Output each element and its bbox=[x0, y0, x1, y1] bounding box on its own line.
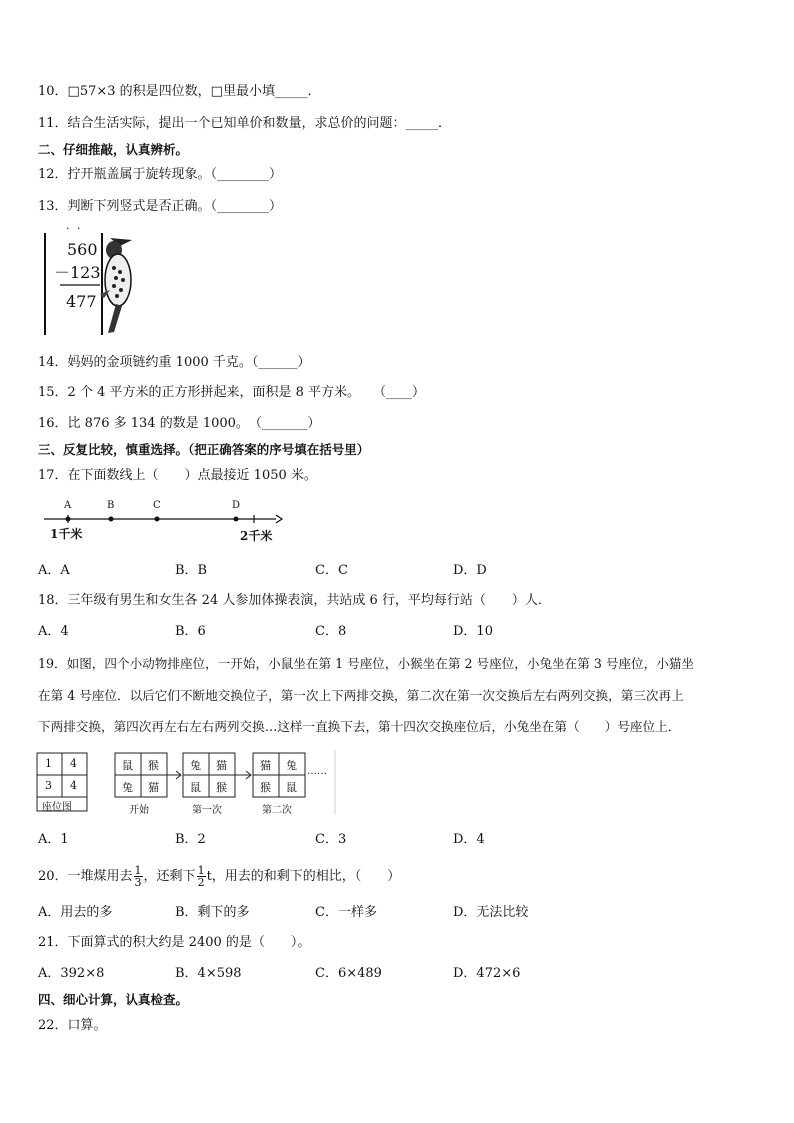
question-16: 16．比 876 多 134 的数是 1000。 （_______） bbox=[38, 416, 321, 431]
seat-first-2: 猫 bbox=[216, 759, 227, 772]
seat-start-caption: 开始 bbox=[129, 805, 149, 816]
q17-option-d: D．D bbox=[453, 563, 487, 578]
fraction-2-numerator: 1 bbox=[197, 864, 205, 877]
q21-option-c: C．6×489 bbox=[315, 966, 382, 981]
seat-start-3: 兔 bbox=[122, 781, 133, 794]
q20-option-a: A．用去的多 bbox=[38, 905, 113, 920]
number-line bbox=[40, 500, 290, 548]
question-11: 11．结合生活实际，提出一个已知单价和数量，求总价的问题：_____． bbox=[38, 116, 452, 131]
subtrahend: －123 bbox=[54, 263, 101, 282]
q20-option-c: C．一样多 bbox=[315, 905, 377, 920]
point-c-label: C bbox=[153, 500, 161, 511]
fraction-one-third bbox=[134, 865, 143, 888]
point-a-label: A bbox=[64, 500, 72, 511]
fraction-1-numerator: 1 bbox=[134, 864, 142, 877]
q18-option-d: D．10 bbox=[453, 624, 493, 639]
seat-map-caption: 座位图 bbox=[42, 802, 72, 813]
question-19-line-3: 下两排交换，第四次再左右左右两列交换…这样一直换下去，第十四次交换座位后，小兔坐在第（ ）号座位上． bbox=[38, 719, 681, 734]
q17-option-c: C．C bbox=[315, 563, 348, 578]
q21-option-a: A．392×8 bbox=[38, 966, 105, 981]
seat-second-4: 鼠 bbox=[286, 781, 297, 794]
seat-first-4: 猴 bbox=[216, 781, 227, 794]
question-19-line-1: 19．如图，四个小动物排座位，一开始，小鼠坐在第 1 号座位，小猴坐在第 2 号座位，小兔坐在第 3 号座位，小猫坐 bbox=[38, 656, 694, 671]
q19-option-b: B．2 bbox=[175, 832, 206, 847]
seat-first-1: 兔 bbox=[190, 759, 201, 772]
question-20 bbox=[38, 862, 400, 892]
question-10: 10．□57×3 的积是四位数，□里最小填_____． bbox=[38, 84, 321, 99]
seat-second-1: 猫 bbox=[260, 759, 271, 772]
q17-option-a: A．A bbox=[38, 563, 70, 578]
seat-more-dots: …… bbox=[307, 766, 327, 777]
section-4-heading: 四、细心计算，认真检查。 bbox=[38, 992, 189, 1007]
seat-second-2: 兔 bbox=[286, 759, 297, 772]
question-14: 14．妈妈的金项链约重 1000 千克。（______） bbox=[38, 355, 311, 370]
q20-option-b: B．剩下的多 bbox=[175, 905, 250, 920]
difference: 477 bbox=[66, 292, 97, 311]
q21-option-b: B．4×598 bbox=[175, 966, 242, 981]
question-12: 12．拧开瓶盖属于旋转现象。（________） bbox=[38, 167, 283, 182]
q19-option-a: A．1 bbox=[38, 832, 69, 847]
question-13: 13．判断下列竖式是否正确。（________） bbox=[38, 199, 283, 214]
seat-second-caption: 第二次 bbox=[262, 805, 292, 816]
end-label: 2千米 bbox=[240, 529, 273, 543]
seat-first-3: 鼠 bbox=[190, 781, 201, 794]
q18-option-b: B．6 bbox=[175, 624, 206, 639]
minuend: 560 bbox=[67, 240, 98, 259]
seat-map-1: 1 bbox=[45, 757, 52, 770]
question-21: 21．下面算式的积大约是 2400 的是（ ）。 bbox=[38, 935, 311, 950]
q21-option-d: D．472×6 bbox=[453, 966, 521, 981]
q19-option-d: D．4 bbox=[453, 832, 485, 847]
seat-diagram bbox=[35, 748, 355, 820]
question-18: 18．三年级有男生和女生各 24 人参加体操表演，共站成 6 行，平均每行站（ ）人． bbox=[38, 593, 551, 608]
fraction-1-denominator: 3 bbox=[134, 876, 142, 889]
seat-start-1: 鼠 bbox=[122, 759, 133, 772]
seat-second-3: 猴 bbox=[260, 781, 271, 794]
fraction-2-denominator: 2 bbox=[197, 876, 205, 889]
q18-option-a: A．4 bbox=[38, 624, 69, 639]
q17-option-b: B．B bbox=[175, 563, 208, 578]
q19-option-c: C．3 bbox=[315, 832, 347, 847]
point-d-label: D bbox=[232, 500, 241, 511]
q20-option-d: D．无法比较 bbox=[453, 905, 529, 920]
section-3-heading: 三、反复比较，慎重选择。（把正确答案的序号填在括号里） bbox=[38, 442, 370, 457]
question-15: 15．2 个 4 平方米的正方形拼起来，面积是 8 平方米。 （____） bbox=[38, 385, 426, 400]
question-17: 17．在下面数线上（ ）点最接近 1050 米。 bbox=[38, 468, 317, 483]
point-b-label: B bbox=[107, 500, 115, 511]
fraction-one-half bbox=[197, 865, 206, 888]
subtraction-figure bbox=[40, 222, 140, 338]
question-22: 22．口算。 bbox=[38, 1018, 107, 1033]
seat-start-2: 猴 bbox=[148, 759, 159, 772]
woodpecker-icon bbox=[100, 238, 132, 333]
q20-mid: ，还剩下 bbox=[143, 869, 196, 884]
q20-suffix: t，用去的和剩下的相比，（ ） bbox=[206, 869, 401, 884]
seat-start-4: 猫 bbox=[148, 781, 159, 794]
seat-first-caption: 第一次 bbox=[192, 805, 222, 816]
question-19-line-2: 在第 4 号座位．以后它们不断地交换位子，第一次上下两排交换，第二次在第一次交换后左右两列交换，第三次再上 bbox=[38, 688, 684, 703]
q18-option-c: C．8 bbox=[315, 624, 347, 639]
seat-map-2: 4 bbox=[70, 757, 77, 770]
start-label: 1千米 bbox=[50, 527, 83, 541]
seat-map-3: 3 bbox=[45, 779, 52, 792]
carry-dots: · · bbox=[66, 222, 83, 235]
seat-map-4: 4 bbox=[70, 779, 77, 792]
q20-prefix: 20．一堆煤用去 bbox=[38, 869, 133, 884]
section-2-heading: 二、仔细推敲，认真辨析。 bbox=[38, 142, 189, 157]
